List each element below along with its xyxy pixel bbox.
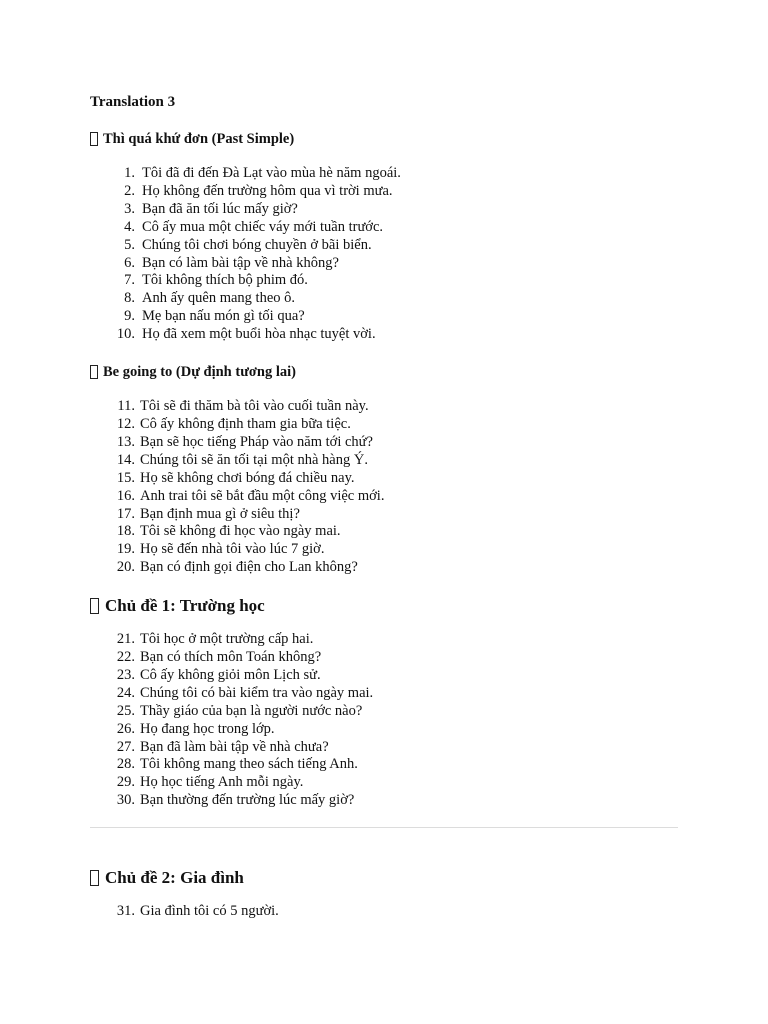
item-text: Tôi không mang theo sách tiếng Anh. (140, 756, 358, 773)
item-text: Gia đình tôi có 5 người. (140, 903, 279, 920)
item-text: Bạn đã ăn tối lúc mấy giờ? (142, 200, 298, 217)
item-text: Thầy giáo của bạn là người nước nào? (140, 702, 363, 719)
item-text: Mẹ bạn nấu món gì tối qua? (142, 308, 305, 325)
section-heading-text: Thì quá khứ đơn (Past Simple) (103, 131, 295, 147)
list-item (90, 506, 678, 524)
item-text: Họ sẽ đến nhà tôi vào lúc 7 giờ. (140, 541, 325, 558)
missing-glyph-icon (90, 870, 99, 886)
item-text: Anh trai tôi sẽ bắt đầu một công việc mới. (140, 487, 385, 504)
section-heading-be-going-to (90, 362, 678, 382)
item-number: 9. (124, 308, 135, 325)
list-item (90, 272, 678, 290)
item-number: 1. (124, 165, 135, 181)
item-text: Tôi học ở một trường cấp hai. (140, 631, 314, 648)
section-heading-text: Chủ đề 2: Gia đình (105, 868, 244, 888)
sentence-list-be-going-to (90, 398, 678, 577)
list-item (90, 398, 678, 416)
list-item (90, 559, 678, 577)
item-text: Bạn định mua gì ở siêu thị? (140, 505, 300, 522)
list-item (90, 326, 678, 344)
list-item (90, 631, 678, 649)
item-text: Cô ấy mua một chiếc váy mới tuần trước. (142, 218, 384, 235)
item-text: Chúng tôi chơi bóng chuyền ở bãi biển. (142, 236, 372, 253)
list-item (90, 488, 678, 506)
list-item (90, 308, 678, 326)
list-item (90, 739, 678, 757)
list-item (90, 452, 678, 470)
list-item (90, 290, 678, 308)
list-item (90, 703, 678, 721)
section-heading-family (90, 867, 678, 889)
list-item (90, 774, 678, 792)
sentence-list-school (90, 631, 678, 810)
item-number: 12. (116, 415, 135, 432)
item-number: 16. (116, 487, 135, 504)
section-heading-text: Be going to (Dự định tương lai) (103, 364, 297, 381)
list-item (90, 721, 678, 739)
item-number: 24. (116, 684, 135, 701)
item-number: 23. (116, 666, 135, 683)
item-number: 31. (116, 903, 135, 920)
list-item (90, 792, 678, 810)
item-number: 18. (116, 523, 135, 540)
item-number: 30. (116, 792, 135, 809)
item-text: Bạn có làm bài tập về nhà không? (142, 254, 339, 271)
item-number: 29. (116, 774, 135, 791)
list-item (90, 903, 678, 921)
item-text: Anh ấy quên mang theo ô. (142, 290, 296, 307)
item-number: 27. (116, 738, 135, 755)
item-number: 15. (116, 469, 135, 486)
item-text: Tôi sẽ không đi học vào ngày mai. (140, 523, 341, 540)
item-number: 8. (124, 290, 135, 307)
item-text: Bạn thường đến trường lúc mấy giờ? (140, 792, 355, 809)
list-item (90, 237, 678, 255)
item-number: 19. (116, 541, 135, 558)
item-number: 26. (116, 720, 135, 737)
list-item (90, 416, 678, 434)
item-text: Cô ấy không giỏi môn Lịch sử. (140, 666, 321, 683)
item-number: 22. (116, 649, 135, 666)
list-item (90, 165, 678, 183)
item-text: Tôi không thích bộ phim đó. (142, 272, 308, 289)
list-item (90, 523, 678, 541)
item-text: Bạn có thích môn Toán không? (140, 649, 322, 666)
item-number: 20. (116, 559, 135, 576)
item-text: Họ không đến trường hôm qua vì trời mưa. (142, 182, 393, 199)
section-divider (90, 827, 678, 828)
item-text: Chúng tôi sẽ ăn tối tại một nhà hàng Ý. (140, 451, 368, 468)
section-heading-past-simple (90, 129, 678, 149)
item-text: Họ sẽ không chơi bóng đá chiều nay. (140, 469, 355, 486)
item-text: Tôi đã đi đến Đà Lạt vào mùa hè năm ngoái. (142, 165, 401, 181)
list-item (90, 541, 678, 559)
section-heading-text: Chủ đề 1: Trường học (105, 596, 265, 616)
missing-glyph-icon (90, 598, 99, 614)
sentence-list-family (90, 903, 678, 921)
item-number: 17. (116, 505, 135, 522)
item-text: Chúng tôi có bài kiểm tra vào ngày mai. (140, 684, 374, 701)
list-item (90, 183, 678, 201)
item-number: 5. (124, 236, 135, 253)
item-number: 4. (124, 218, 135, 235)
list-item (90, 667, 678, 685)
item-text: Cô ấy không định tham gia bữa tiệc. (140, 415, 351, 432)
item-text: Tôi sẽ đi thăm bà tôi vào cuối tuần này. (140, 398, 369, 415)
list-item (90, 470, 678, 488)
item-number: 7. (124, 272, 135, 289)
item-number: 11. (117, 398, 135, 415)
item-number: 21. (116, 631, 135, 648)
item-number: 13. (116, 433, 135, 450)
item-number: 2. (124, 182, 135, 199)
list-item (90, 685, 678, 703)
item-text: Bạn đã làm bài tập về nhà chưa? (140, 738, 329, 755)
list-item (90, 201, 678, 219)
list-item (90, 649, 678, 667)
section-heading-school (90, 595, 678, 617)
list-item (90, 434, 678, 452)
list-item (90, 219, 678, 237)
list-item (90, 255, 678, 273)
item-text: Họ học tiếng Anh mỗi ngày. (140, 774, 304, 791)
document-title: Translation 3 (90, 94, 176, 110)
item-number: 25. (116, 702, 135, 719)
missing-glyph-icon (90, 132, 98, 146)
item-number: 28. (116, 756, 135, 773)
item-text: Bạn sẽ học tiếng Pháp vào năm tới chứ? (140, 433, 373, 450)
item-number: 14. (116, 451, 135, 468)
item-number: 10. (116, 326, 135, 343)
item-text: Bạn có định gọi điện cho Lan không? (140, 559, 358, 576)
missing-glyph-icon (90, 365, 98, 379)
item-number: 3. (124, 200, 135, 217)
item-text: Họ đã xem một buổi hòa nhạc tuyệt vời. (142, 326, 376, 343)
item-number: 6. (124, 254, 135, 271)
sentence-list-past-simple (90, 165, 678, 344)
list-item (90, 756, 678, 774)
item-text: Họ đang học trong lớp. (140, 720, 275, 737)
